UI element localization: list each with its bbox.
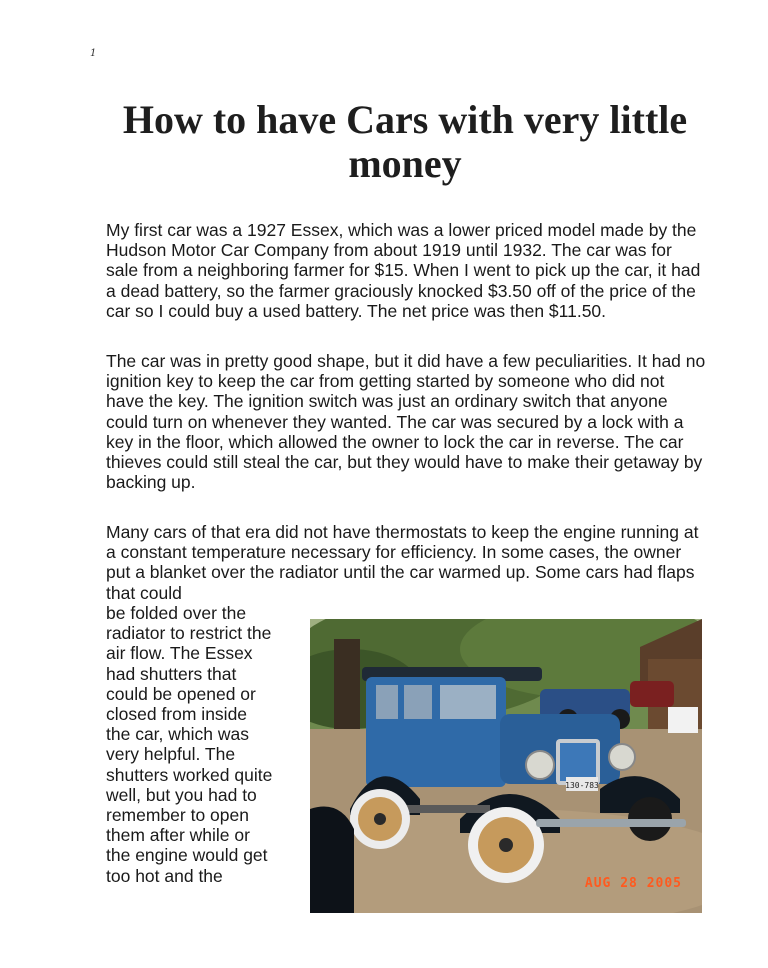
- paragraph-3-continuation: [106, 603, 306, 886]
- text-line: shutters worked quite: [106, 764, 273, 785]
- text-line: very helpful. The: [106, 744, 236, 765]
- text-line: air flow. The Essex: [106, 643, 253, 664]
- text-line: could be opened or: [106, 683, 256, 704]
- text-line: them after while or: [106, 825, 250, 846]
- essex-car-photo: [310, 619, 702, 913]
- text-line: be folded over the: [106, 603, 247, 623]
- text-line: closed from inside: [106, 704, 248, 725]
- text-line: the engine would get: [106, 845, 268, 866]
- date-stamp: AUG 28 2005: [584, 876, 682, 891]
- page-title: How to have Cars with very little money: [122, 97, 688, 186]
- text-line: had shutters that: [106, 663, 237, 684]
- text-line: too hot and the: [106, 865, 223, 886]
- car-photo-illustration: [310, 619, 702, 913]
- text-line: radiator to restrict the: [106, 623, 272, 644]
- svg-text:130-783: 130-783: [565, 781, 599, 790]
- paragraph-2: The car was in pretty good shape, but it did have a few peculiarities. It had no ignition key to keep the car from getting started by someone who did not have the key. The ignition switch was just an ordinary switch that anyone could turn on whenever they wanted. The car was secured by a lock with a key in the floor, which allowed the owner to lock the car in reverse. The car thieves could still steal the car, but they would have to make their getaway by backing up.: [106, 351, 706, 493]
- text-line: remember to open: [106, 805, 249, 826]
- paragraph-1: My first car was a 1927 Essex, which was a lower priced model made by the Hudson Motor Car Company from about 1919 until 1932. The car was for sale from a neighboring farmer for $15. When I went to pick up the car, it had a dead battery, so the farmer graciously knocked $3.50 off of the price of the car so I could buy a used battery. The net price was then $11.50.: [106, 220, 701, 321]
- page-number: 1: [90, 48, 97, 59]
- paragraph-3: Many cars of that era did not have thermostats to keep the engine running at a constant temperature necessary for efficiency. In some cases, the owner put a blanket over the radiator until the car warmed up. Some cars had flaps that could: [106, 522, 699, 603]
- text-line: well, but you had to: [106, 784, 257, 805]
- text-line: the car, which was: [106, 724, 249, 745]
